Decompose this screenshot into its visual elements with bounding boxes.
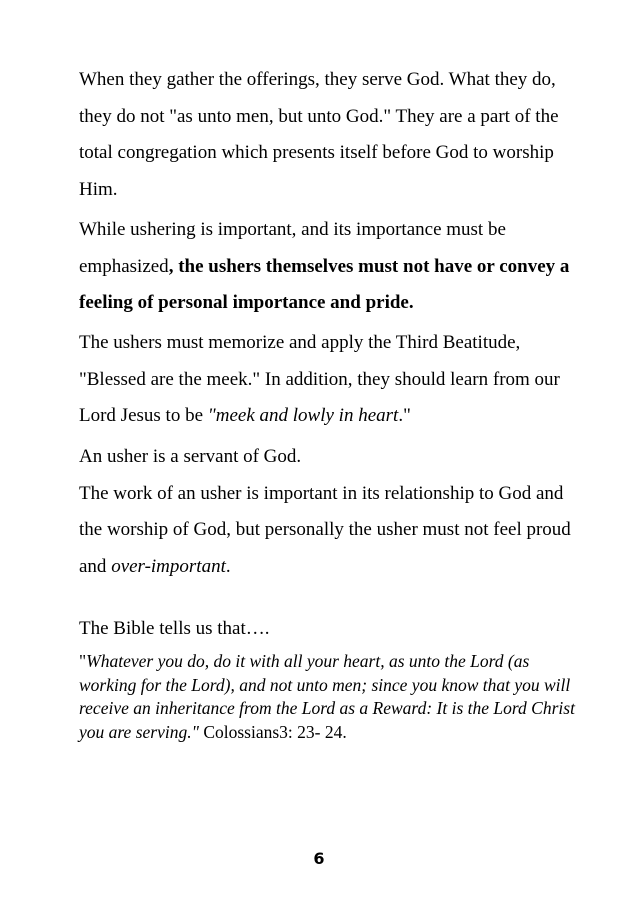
quote-open-mark: " [79, 651, 87, 671]
paragraph-italic-quote: "meek and lowly in heart [207, 405, 399, 426]
page-number: 6 [313, 849, 325, 868]
paragraph-plain-text: The ushers must memorize and apply the Third Beatitude, "Blessed are the meek." In addition, they should learn from our Lord Jesus to be [79, 332, 560, 426]
paragraph-usher-servant [79, 439, 579, 585]
paragraph-bold-text: , the ushers themselves must not have or convey a feeling of personal importance and pride. [79, 255, 570, 313]
paragraph-end-text: . [225, 555, 231, 577]
paragraph-italic-text: over-important [111, 555, 226, 577]
paragraph-beatitude [79, 325, 579, 435]
paragraph-plain-text: While ushering is important, and its importance must be emphasized [79, 219, 506, 277]
paragraph-offerings [79, 62, 579, 208]
paragraph-bible-intro [79, 611, 579, 648]
paragraph-first-line: An usher is a servant of God. [79, 446, 302, 467]
scripture-reference: Colossians3: 23- 24. [198, 721, 347, 742]
quote-italic-text: Whatever you do, do it with all your heart, as unto the Lord (as working for the Lord), and not unto men; since you know that you will receive an inheritance from the Lord as a Reward: It is the Lord Christ you are serving." [79, 651, 575, 742]
paragraph-offerings-text: When they gather the offerings, they serve God. What they do, they do not "as unto men, but unto God." They are a part of the total congregation which presents itself before God to worship Him. [79, 69, 559, 200]
paragraph-ushering-importance [79, 212, 579, 322]
scripture-quote [79, 650, 579, 744]
paragraph-end-text: ." [398, 405, 411, 426]
paragraph-bible-intro-text: The Bible tells us that…. [79, 618, 270, 639]
paragraph-plain-text: The work of an usher is important in its relationship to God and the worship of God, but personally the usher must not feel proud and [79, 482, 571, 577]
